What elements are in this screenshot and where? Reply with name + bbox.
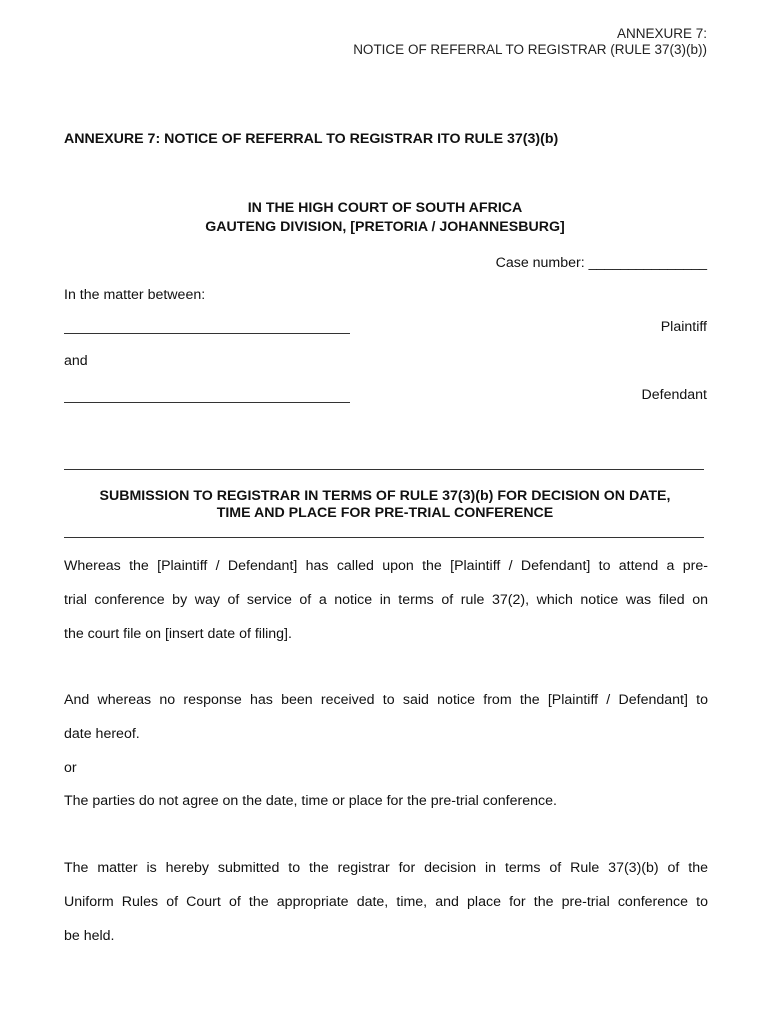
divider-bottom <box>64 537 704 538</box>
header-notice-label: NOTICE OF REFERRAL TO REGISTRAR (RULE 37(3)(b)) <box>353 42 707 57</box>
para2-line2: date hereof. <box>64 726 140 742</box>
case-number-field: Case number: _______________ <box>495 255 707 271</box>
defendant-label: Defendant <box>641 387 707 403</box>
matter-between-label: In the matter between: <box>64 287 206 303</box>
or-label: or <box>64 760 77 776</box>
submission-heading-line2: TIME AND PLACE FOR PRE-TRIAL CONFERENCE <box>216 505 554 521</box>
and-label: and <box>64 353 88 369</box>
document-title: ANNEXURE 7: NOTICE OF REFERRAL TO REGISTRAR ITO RULE 37(3)(b) <box>64 131 559 147</box>
defendant-name-blank <box>64 402 350 403</box>
para4-line3: be held. <box>64 928 115 944</box>
court-name: IN THE HIGH COURT OF SOUTH AFRICA <box>247 200 523 216</box>
para3-text: The parties do not agree on the date, time or place for the pre-trial conference. <box>64 793 557 809</box>
para1-line3: the court file on [insert date of filing]. <box>64 626 292 642</box>
para4-line1: The matter is hereby submitted to the registrar for decision in terms of Rule 37(3)(b) of the <box>64 860 708 876</box>
para2-line1: And whereas no response has been received to said notice from the [Plaintiff / Defendant] to <box>64 692 708 708</box>
para1-line2: trial conference by way of service of a notice in terms of rule 37(2), which notice was filed on <box>64 592 708 608</box>
divider-top <box>64 469 704 470</box>
para1-line1: Whereas the [Plaintiff / Defendant] has called upon the [Plaintiff / Defendant] to attend a pre- <box>64 558 708 574</box>
para4-line2: Uniform Rules of Court of the appropriate date, time, and place for the pre-trial conference to <box>64 894 708 910</box>
plaintiff-name-blank <box>64 333 350 334</box>
plaintiff-label: Plaintiff <box>660 319 707 335</box>
header-annexure-label: ANNEXURE 7: <box>616 26 707 41</box>
submission-heading-line1: SUBMISSION TO REGISTRAR IN TERMS OF RULE 37(3)(b) FOR DECISION ON DATE, <box>99 488 671 504</box>
court-division: GAUTENG DIVISION, [PRETORIA / JOHANNESBURG] <box>205 219 565 235</box>
